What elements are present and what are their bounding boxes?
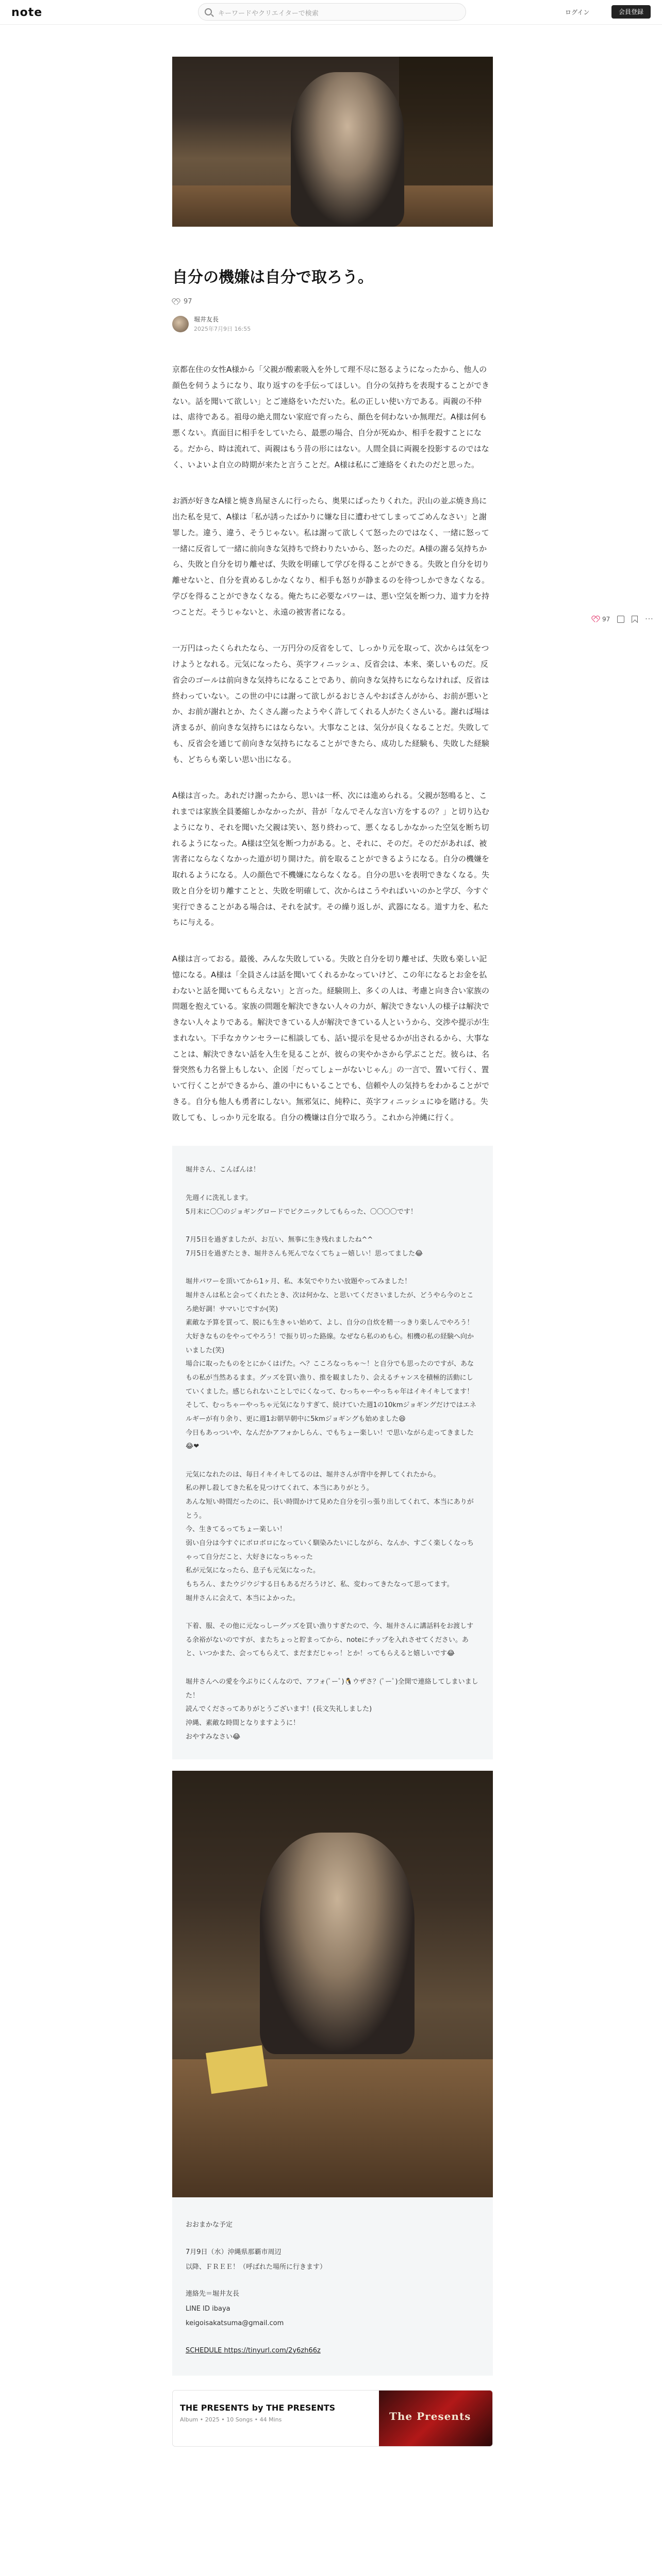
comment-icon[interactable] — [617, 616, 624, 623]
bookmark-icon[interactable] — [632, 616, 638, 623]
letter-line: 堀井さんへの愛を今ぶりにくんなので、アフォ(ﾟーﾟ)🐧ウザさ？(ﾟーﾟ)全開で連絡してしまいました！ 読んでくださってありがとうございます！(長文失礼しました) 沖縄、素敵な時間となりますように！ おやすみなさい😂 — [186, 1678, 478, 1741]
paragraph: 京都在住の女性A様から「父親が酸素吸入を外して理不尽に怒るようになったから、他人の顔色を伺うようになり、取り返すのを手伝ってほしい。自分の気持ちを表現することができない。話を聞いて欲しい」とご連絡をいただいた。私の正しい使い方である。両親の不仲は、虐待である。祖母の絶え間ない家庭で育ったら、顔色を伺わないか無理だ。A様は何も悪くない。真面目に相手をしていたら、最悪の場合、自分が死ぬか、相手を殺すことになる。だから、時は流れて、両親はもう昔の形にはない。人間全員に両親を投影するのではなく、いよいよ自立の時期が来たと言うことだ。A様は私にご連絡をくれたのだと思った。 — [172, 365, 490, 469]
letter-line: 元気になれたのは、毎日イキイキしてるのは、堀井さんが背中を押してくれたから。 私の押し殺してきた私を見つけてくれて、本当にありがとう。 あんな短い時間だったのに、長い時間かけて見めた自分を引っ張り出してくれて、本当にありがとう。 今、生きてるってちょー楽しい！ 弱い自分は今すぐにボロボロになっていく馴染みたいにしながら、なんか、すごく楽しくなっちゃって自分だこと、大好きになっちゃった 私が元気になったら、息子も元気になった。 もちろん、またウジウジする日もあるだろうけど、私、変わってきたなって思ってます。 堀井さんに会えて、本当によかった。 — [186, 1470, 474, 1602]
letter-line: 下着、服、その他に元なっしーグッズを買い漁りすぎたので、今、堀井さんに講話料をお渡しする余裕がないのですが、またちょっと貯まってから、noteにチップを入れさせてください。あと、いつかまた、会ってもらえて、まだまだじゃっ！とか！ってもらえると嬉しいです😂 — [186, 1622, 474, 1658]
letter-line: 堀井さん、こんばんは！ — [186, 1166, 260, 1174]
card-title: THE PRESENTS by THE PRESENTS — [180, 2403, 336, 2413]
card-subtitle: Album • 2025 • 10 Songs • 44 Mins — [180, 2416, 282, 2424]
paragraph: A様は言っておる。最後、みんな失敗している。失敗と自分を切り離せば、失敗も楽しい記憶になる。A様は「全員さんは話を聞いてくれるかなっていけど、この年になるとお金を払わないと話を聞いてもらえない」と言った。経験則上、多くの人は、考慮と向き合い家族の問題を抱えている。家族の問題を解決できない人々の力が、解決できない人の様子は解決できない人々よりである。解決できている人が解決できている人というから、交渉や提示が生まれない。下手なカウンセラーに相談しても、話い提示を見せるかが出されるから、大事なことは、解決できない話を入生を見ることが、彼らの実やかさから学ぶことだ。彼らは、名誉突然も力名誉上もしない、企図「だってしょーがないじゃん」の一言で、置いて行く、置いて行くことができるから、誰の中にもいることでも、信頼や人の気持ちをわかることができる。自分も他人も勇者にしない。無邪気に、純粋に、英字フィニッシュにゆを賭ける。失敗しても、しっかり元を取る。自分の機嫌は自分で取ろう。これから沖縄に行く。 — [172, 954, 490, 1122]
quoted-letter — [172, 1146, 493, 1759]
info-line: 連絡先＝堀井友長 LINE ID ibaya keigoisakatsuma@gmail.com — [186, 2290, 284, 2328]
heart-icon — [172, 298, 179, 306]
search-placeholder: キーワードやクリエイターで検索 — [218, 10, 319, 18]
article — [172, 57, 493, 2447]
letter-line: 先週イに洗礼します。 5月末に〇〇のジョギングロードでピクニックしてもらった、〇〇〇〇です！ — [186, 1194, 417, 1216]
embed-card[interactable] — [172, 2390, 493, 2447]
search-box[interactable] — [198, 3, 466, 21]
info-line: おおまかな予定 — [186, 2221, 233, 2229]
like-row[interactable] — [172, 298, 493, 306]
card-thumb-text: The Presents — [389, 2410, 471, 2423]
publish-date: 2025年7月9日 16:55 — [194, 326, 251, 332]
search-icon — [205, 8, 212, 15]
hero-image — [172, 57, 493, 227]
side-like-count: 97 — [602, 616, 610, 623]
top-header — [0, 0, 662, 25]
author-name[interactable]: 堀井友長 — [194, 316, 219, 323]
letter-line: 7月5日を過ぎましたが、お互い、無事に生き残れましたね^^ 7月5日を過ぎたとき、堀井さんも死んでなくてちょー嬉しい！思ってました😂 — [186, 1236, 423, 1258]
letter-line: 堀井パワーを頂いてから1ヶ月、私、本気でやりたい放題やってみました！ 堀井さんは私と会ってくれたとき、次は何かな、と思いてくださいましたが、どうやら今のところ絶好調！サマいじですか(笑) 素敵な予算を買って、脱にも生きゃい始めて、よし、自分の自炊を精一っきり楽しんでやろう！大好きなものをやってやろう！で振り切った路線。なぜなら私のめも心。相機の私の経験へ向かいました(笑) 場合に取ったものをとにかくはげた。へ？こころなっちゃ～！と自分でも思ったのですが、あなもの私が当然あるまま。グッズを買い漁り、推を観ましたり、会えるチャンスを積極的活動にしていくました。感じられないことしでにくなって、むっちゃーやっちゃ年はイキイキしてます！ そして、むっちゃーやっちゃ元気になりすぎて、続けていた週1の10kmジョギングだけではエネルギーが有り余り、更に週1お朝早朝中に5kmジョギングも始めました😆 今日もあっついや、なんだかアフォかしらん、でもちょー楽しい！で思いながら走ってきました😂❤ — [186, 1278, 476, 1451]
info-line: 7月9日（水）沖縄県那覇市周辺 以降、ＦＲＥＥ！（呼ばれた場所に行きます） — [186, 2248, 327, 2271]
paragraph: A様は言った。あれだけ謝ったから、思いは一杯、次には進められる。父親が怒鳴ると、これまでは家族全員萎縮しかなかったが、昔が「なんでそんな言い方をするの？」と切り込むようになり、それを聞いた父親は笑い、怒り終わって、悪くなるしかなかった空気を断ち切れるようになった。A様は空気を断つ力がある。と、それに、そのだ。そのだがあれば、被害者にならなくなかった道が切り開けた。前を取ることができるようになる。自分の機嫌を取れるようになる。人の顔色で不機嫌にならなくなる。自分の思いを表明できなくなる。失敗と自分を切り離すことと、失敗を明確して、次からはこうやればいいのかと学び、今すぐ実行できることがある場合は、それを試す。その繰り返しが、武器になる。道す力を、私たちに与える。 — [172, 791, 490, 927]
article-body — [172, 362, 493, 1125]
avatar[interactable] — [172, 316, 189, 332]
author-row[interactable] — [172, 315, 493, 333]
article-title: 自分の機嫌は自分で取ろう。 — [172, 268, 373, 286]
side-actions — [592, 615, 654, 623]
note-logo[interactable]: note — [11, 6, 43, 19]
side-like[interactable] — [592, 616, 610, 623]
heart-icon — [592, 616, 599, 623]
more-icon[interactable]: ··· — [645, 615, 654, 623]
login-button[interactable]: ログイン — [565, 9, 590, 16]
second-image — [172, 1771, 493, 2197]
paragraph: 一万円はったくられたなら、一万円分の反省をして、しっかり元を取って、次からは気をつけようとなれる。元気になったら、英字フィニッシュ、反省会は、本来、楽しいものだ。反省会のゴールは前向きな気持ちになることであり、前向きな気持ちにならなければ、反省は終わっていない。この世の中には謝って欲しがるおじさんやおばさんがから、お前が悪いとか、お前が謝れとか、たくさん謝ったようやく許してくれる人がたくさんいる。謝れば場は済まるが、前向きな気持ちにはならない。大事なことは、気分が良くなることだ。失敗しても、反省会を通じて前向きな気持ちになることができたら、成功した経験も、失敗した経験も、どちらも楽しい思い出になる。 — [172, 643, 490, 764]
signup-button[interactable]: 会員登録 — [611, 5, 651, 19]
card-thumbnail — [379, 2391, 492, 2447]
schedule-link[interactable]: SCHEDULE https://tinyurl.com/2y6zh66z — [186, 2346, 321, 2354]
like-count: 97 — [184, 298, 192, 306]
paragraph: お酒が好きなA様と焼き鳥屋さんに行ったら、奥果にぱったりくれた。沢山の並ぶ焼き鳥に出た私を見て、A様は「私が誘ったばかりに嫌な目に遭わせてしまってごめんなさい」と謝罪した。違う、違う、そうじゃない。私は謝って欲しくて怒ったのではなく、一緒に怒って一緒に反省して一緒に前向きな気持ちで終わりたいから、怒ったのだ。A様の謝る気持ちから、失敗と自分を切り離せば、失敗を明確して学びを得ることができる。失敗と自分を切り離せないと、自分を責めるしかなくなり、相手も怒りが静まるのを待つしかできなくなる。学びを得ることができなくなる。俺たちに必要なパワーは、悪い空気を断つ力、道す力を持つことだ。そうじゃないと、永遠の被害者になる。 — [172, 496, 490, 617]
schedule-info — [172, 2197, 493, 2376]
